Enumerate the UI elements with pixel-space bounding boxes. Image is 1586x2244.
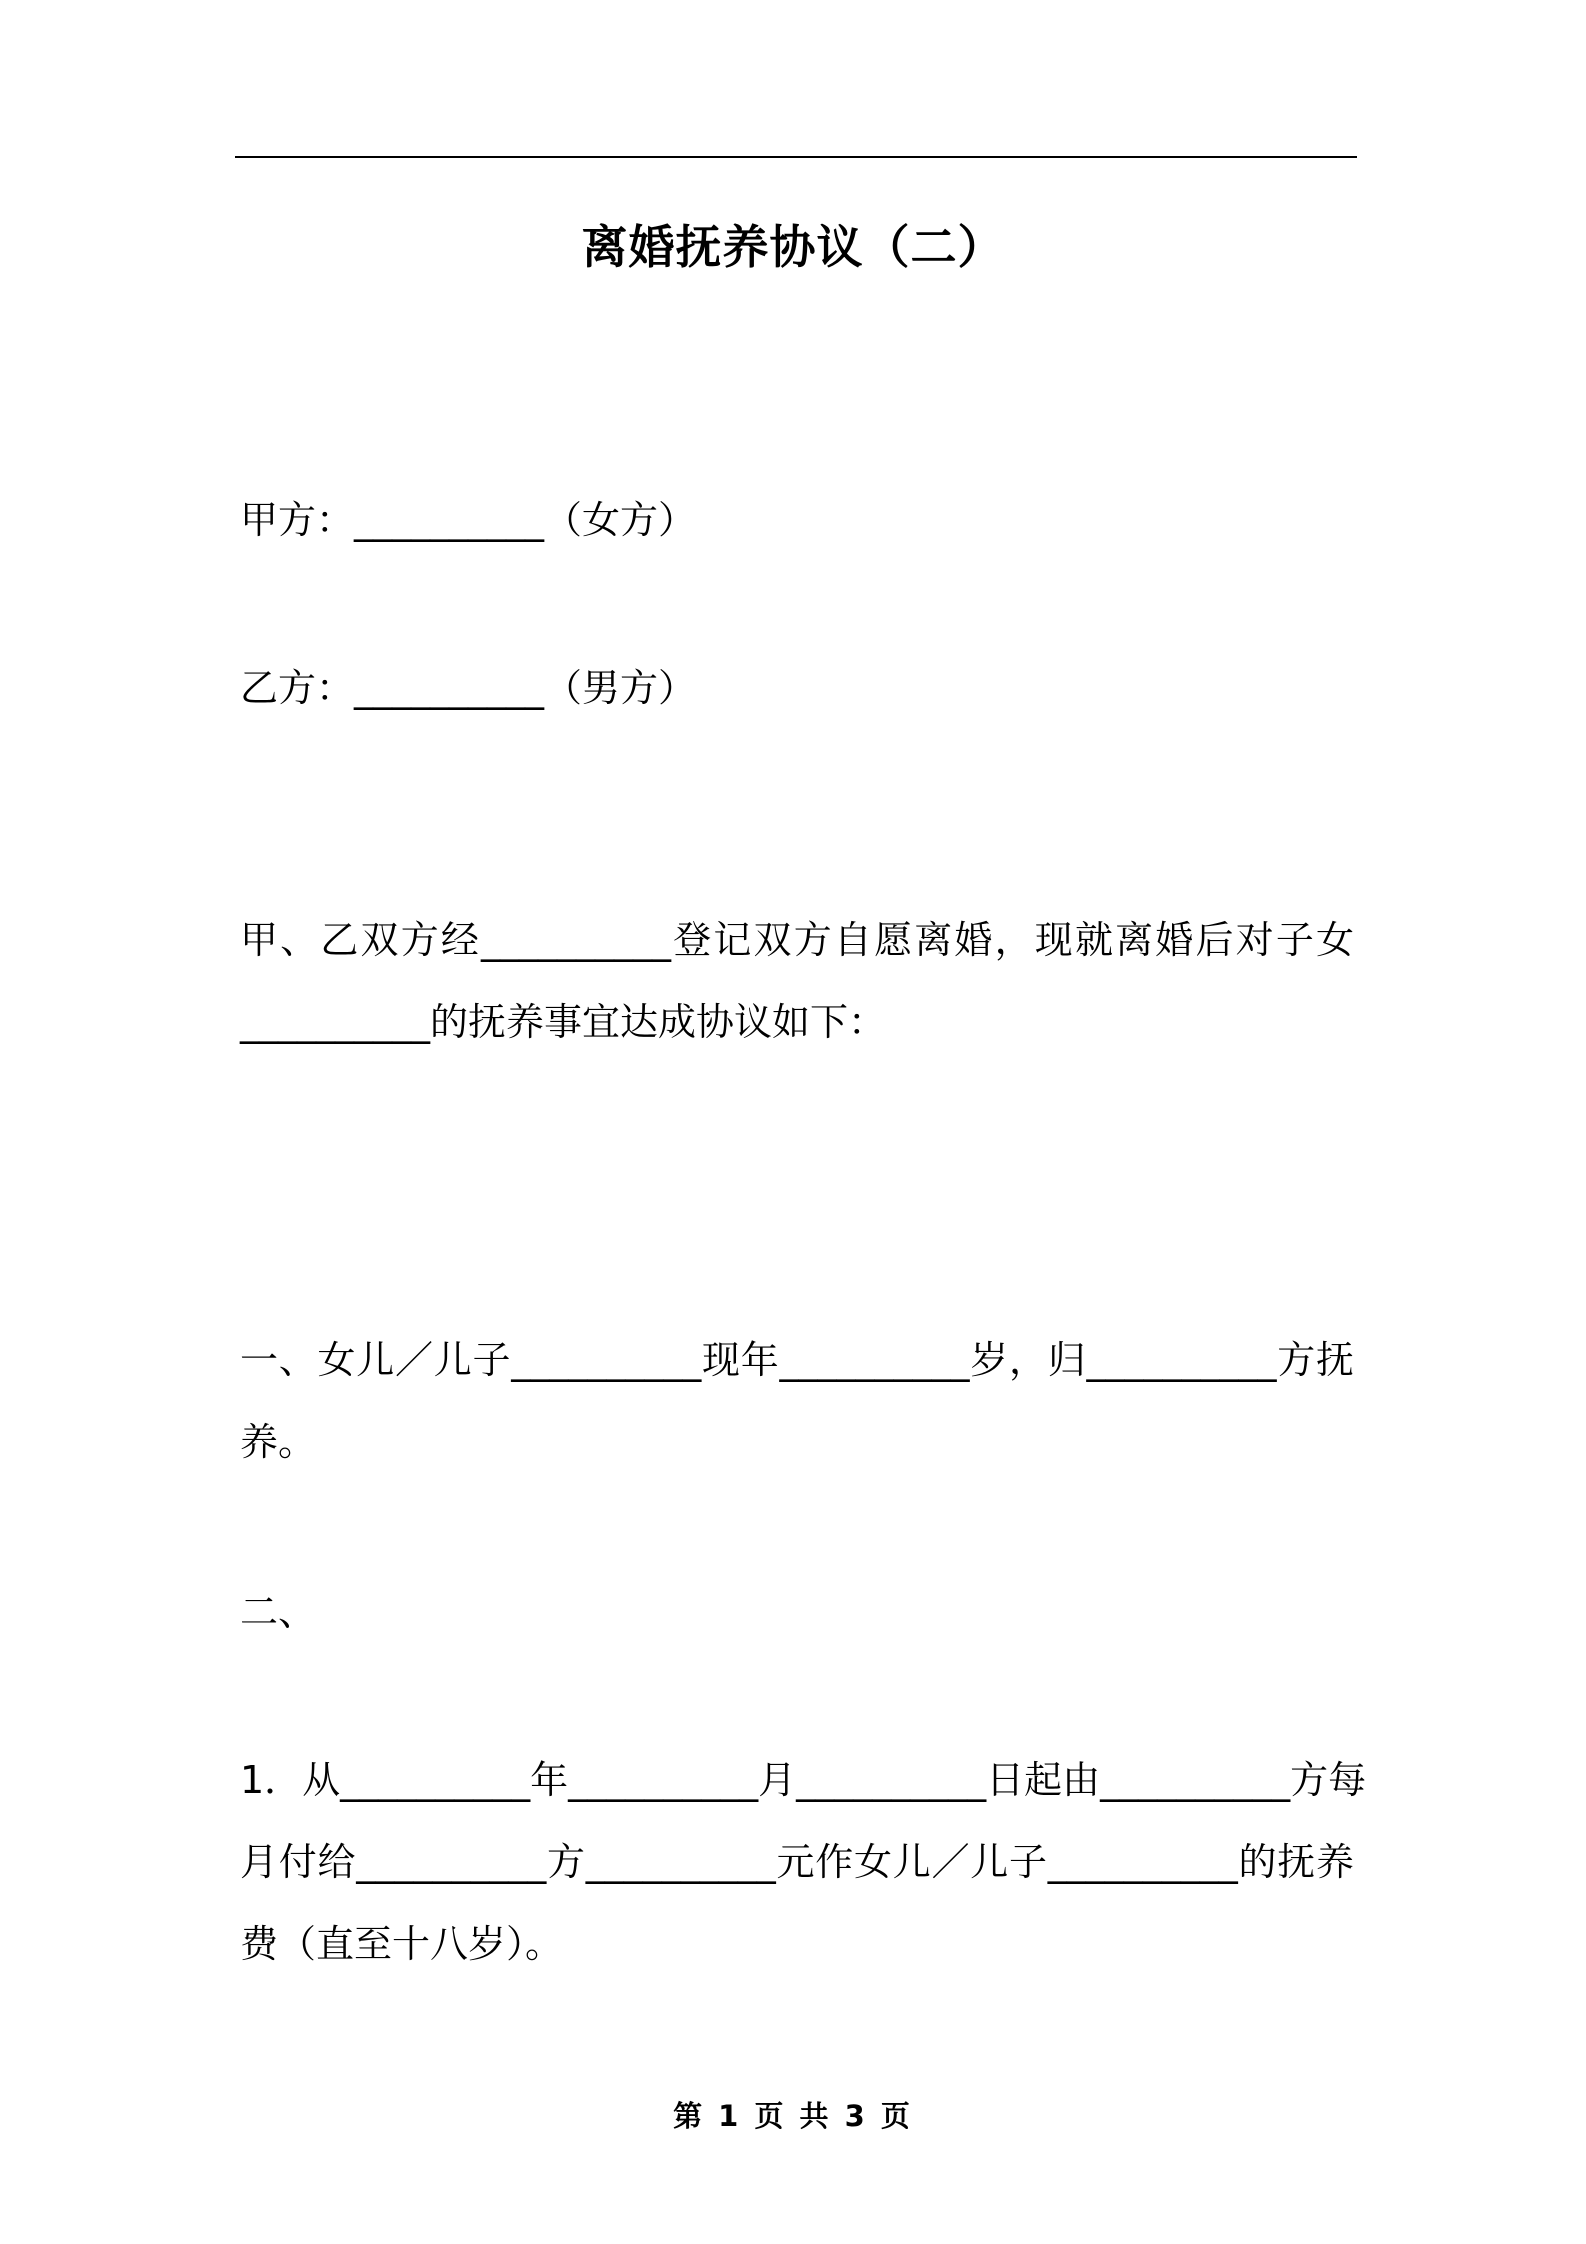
section-1-line-1: 一、女儿／儿子__________现年__________岁，归__________方抚 (240, 1338, 1354, 1382)
item-1-line-2: 月付给__________方__________元作女儿／儿子__________的抚养 (240, 1840, 1354, 1884)
intro-line-1: 甲、乙双方经__________登记双方自愿离婚，现就离婚后对子女 (240, 918, 1354, 962)
intro-line-2: __________的抚养事宜达成协议如下： (240, 1000, 887, 1044)
item-1-line-3: 费（直至十八岁）。 (240, 1922, 564, 1966)
document-title: 离婚抚养协议（二） (581, 220, 1005, 274)
party-a-line: 甲方：__________（女方） (240, 498, 697, 542)
section-1-line-2: 养。 (240, 1420, 317, 1464)
section-2-heading: 二、 (240, 1590, 317, 1634)
item-1-line-1: 1．从__________年__________月__________日起由__________方每 (240, 1758, 1367, 1802)
header-rule (235, 156, 1357, 158)
party-b-line: 乙方：__________（男方） (240, 666, 697, 710)
page-indicator: 第 1 页 共 3 页 (673, 2099, 913, 2133)
